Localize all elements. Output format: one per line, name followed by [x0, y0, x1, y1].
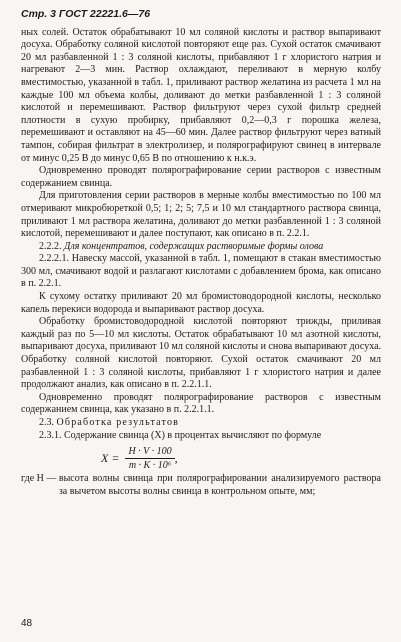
- formula-denominator: m · K · 10⁶: [128, 460, 172, 472]
- section-2-3-title: Обработка результатов: [56, 417, 180, 428]
- paragraph-7: Одновременно проводят полярографирование растворов с известным содержанием свинца, как указано в п. 2.2.1.1.: [21, 391, 381, 416]
- page-number: 48: [21, 618, 33, 629]
- formula: [101, 446, 381, 471]
- formula-lhs: X =: [101, 451, 120, 466]
- page-header: Стр. 3 ГОСТ 22221.6—76: [21, 8, 151, 20]
- paragraph-6: Обработку бромистоводородной кислотой повторяют трижды, приливая каждый раз по 5—10 мл кислоты. Остаток обрабатывают 10 мл азотной кислоты, выпаривают досуха, приливают 10 мл соляной кислоты и снова выпаривают досуха. Обработку соляной кислотой повторяют. Сухой остаток смачивают 20 мл разбавленной 1 : 3 соляной кислоты, прибавляют 1 г хлористого натрия и далее продолжают анализ, как описано в п. 2.2.1.1.: [21, 316, 382, 391]
- paragraph-4: 2.2.2.1. Навеску массой, указанной в табл. 1, помещают в стакан вместимостью 300 мл, смачивают водой и разлагают кислотами с добавлением брома, как описано в п. 2.2.1.: [21, 253, 381, 290]
- formula-legend: [21, 473, 381, 498]
- paragraph-8: 2.3.1. Содержание свинца (X) в процентах вычисляют по формуле: [39, 429, 322, 441]
- paragraph-3: Для приготовления серии растворов в мерные колбы вместимостью по 100 мл отмеривают микробюреткой 0,5; 1; 2; 5; 7,5 и 10 мл стандартного раствора свинца, приливают 1 мл раствора желатина, доливают до метки разбавленной 1 : 3 соляной кислотой, перемешивают и далее поступают, как описано в п. 2.2.1.: [21, 190, 381, 240]
- paragraph-1: ных солей. Остаток обрабатывают 10 мл соляной кислоты и раствор выпаривают досуха. Обработку соляной кислотой повторяют еще раз. Сухой остаток смачивают 20 мл разбавленной 1 : 3 соляной кислоты, прибавляют 1 г хлористого натрия и нагревают 2—3 мин. Раствор охлаждают, переливают в мерную колбу вместимостью, указанной в табл. 1, приливают раствор желатина из расчета 1 мл на каждые 100 мл объема колбы, доливают до метки разбавленной 1 : 3 соляной кислотой и перемешивают. Раствор фильтруют через сухой фильтр средней плотности в сухую пробирку, прибавляют 0,2—0,3 г порошка железа, перемешивают и оставляют на 45—60 мин. Далее раствор фильтруют через ватный тампон, собирая фильтрат в электролизер, и полярографируют свинец в интервале от минус 0,25 В до минус 0,65 В по отношению к н.к.э.: [21, 26, 381, 164]
- section-2-3-heading: [21, 417, 381, 430]
- section-2-2-2-number: 2.2.2.: [39, 240, 62, 252]
- paragraph-2: Одновременно проводят полярографирование серии растворов с известным содержанием свинца.: [21, 165, 381, 189]
- paragraph-5: К сухому остатку приливают 20 мл бромистоводородной кислоты, несколько капель перекиси водорода и выпаривают раствор досуха.: [21, 291, 381, 315]
- formula-trailing-comma: ,: [174, 451, 178, 466]
- formula-fraction: [125, 446, 174, 471]
- section-2-2-2-title: Для концентратов, содержащих растворимые формы олова: [64, 240, 324, 252]
- formula-legend-text: высота волны свинца при полярографировании анализируемого раствора за вычетом высоты волны свинца в контрольном опыте, мм;: [58, 473, 381, 497]
- section-2-3-number: 2.3.: [39, 417, 54, 428]
- section-2-2-2-heading: [21, 241, 381, 254]
- formula-legend-label: где H —: [21, 473, 59, 485]
- formula-numerator: H · V · 100: [125, 446, 174, 459]
